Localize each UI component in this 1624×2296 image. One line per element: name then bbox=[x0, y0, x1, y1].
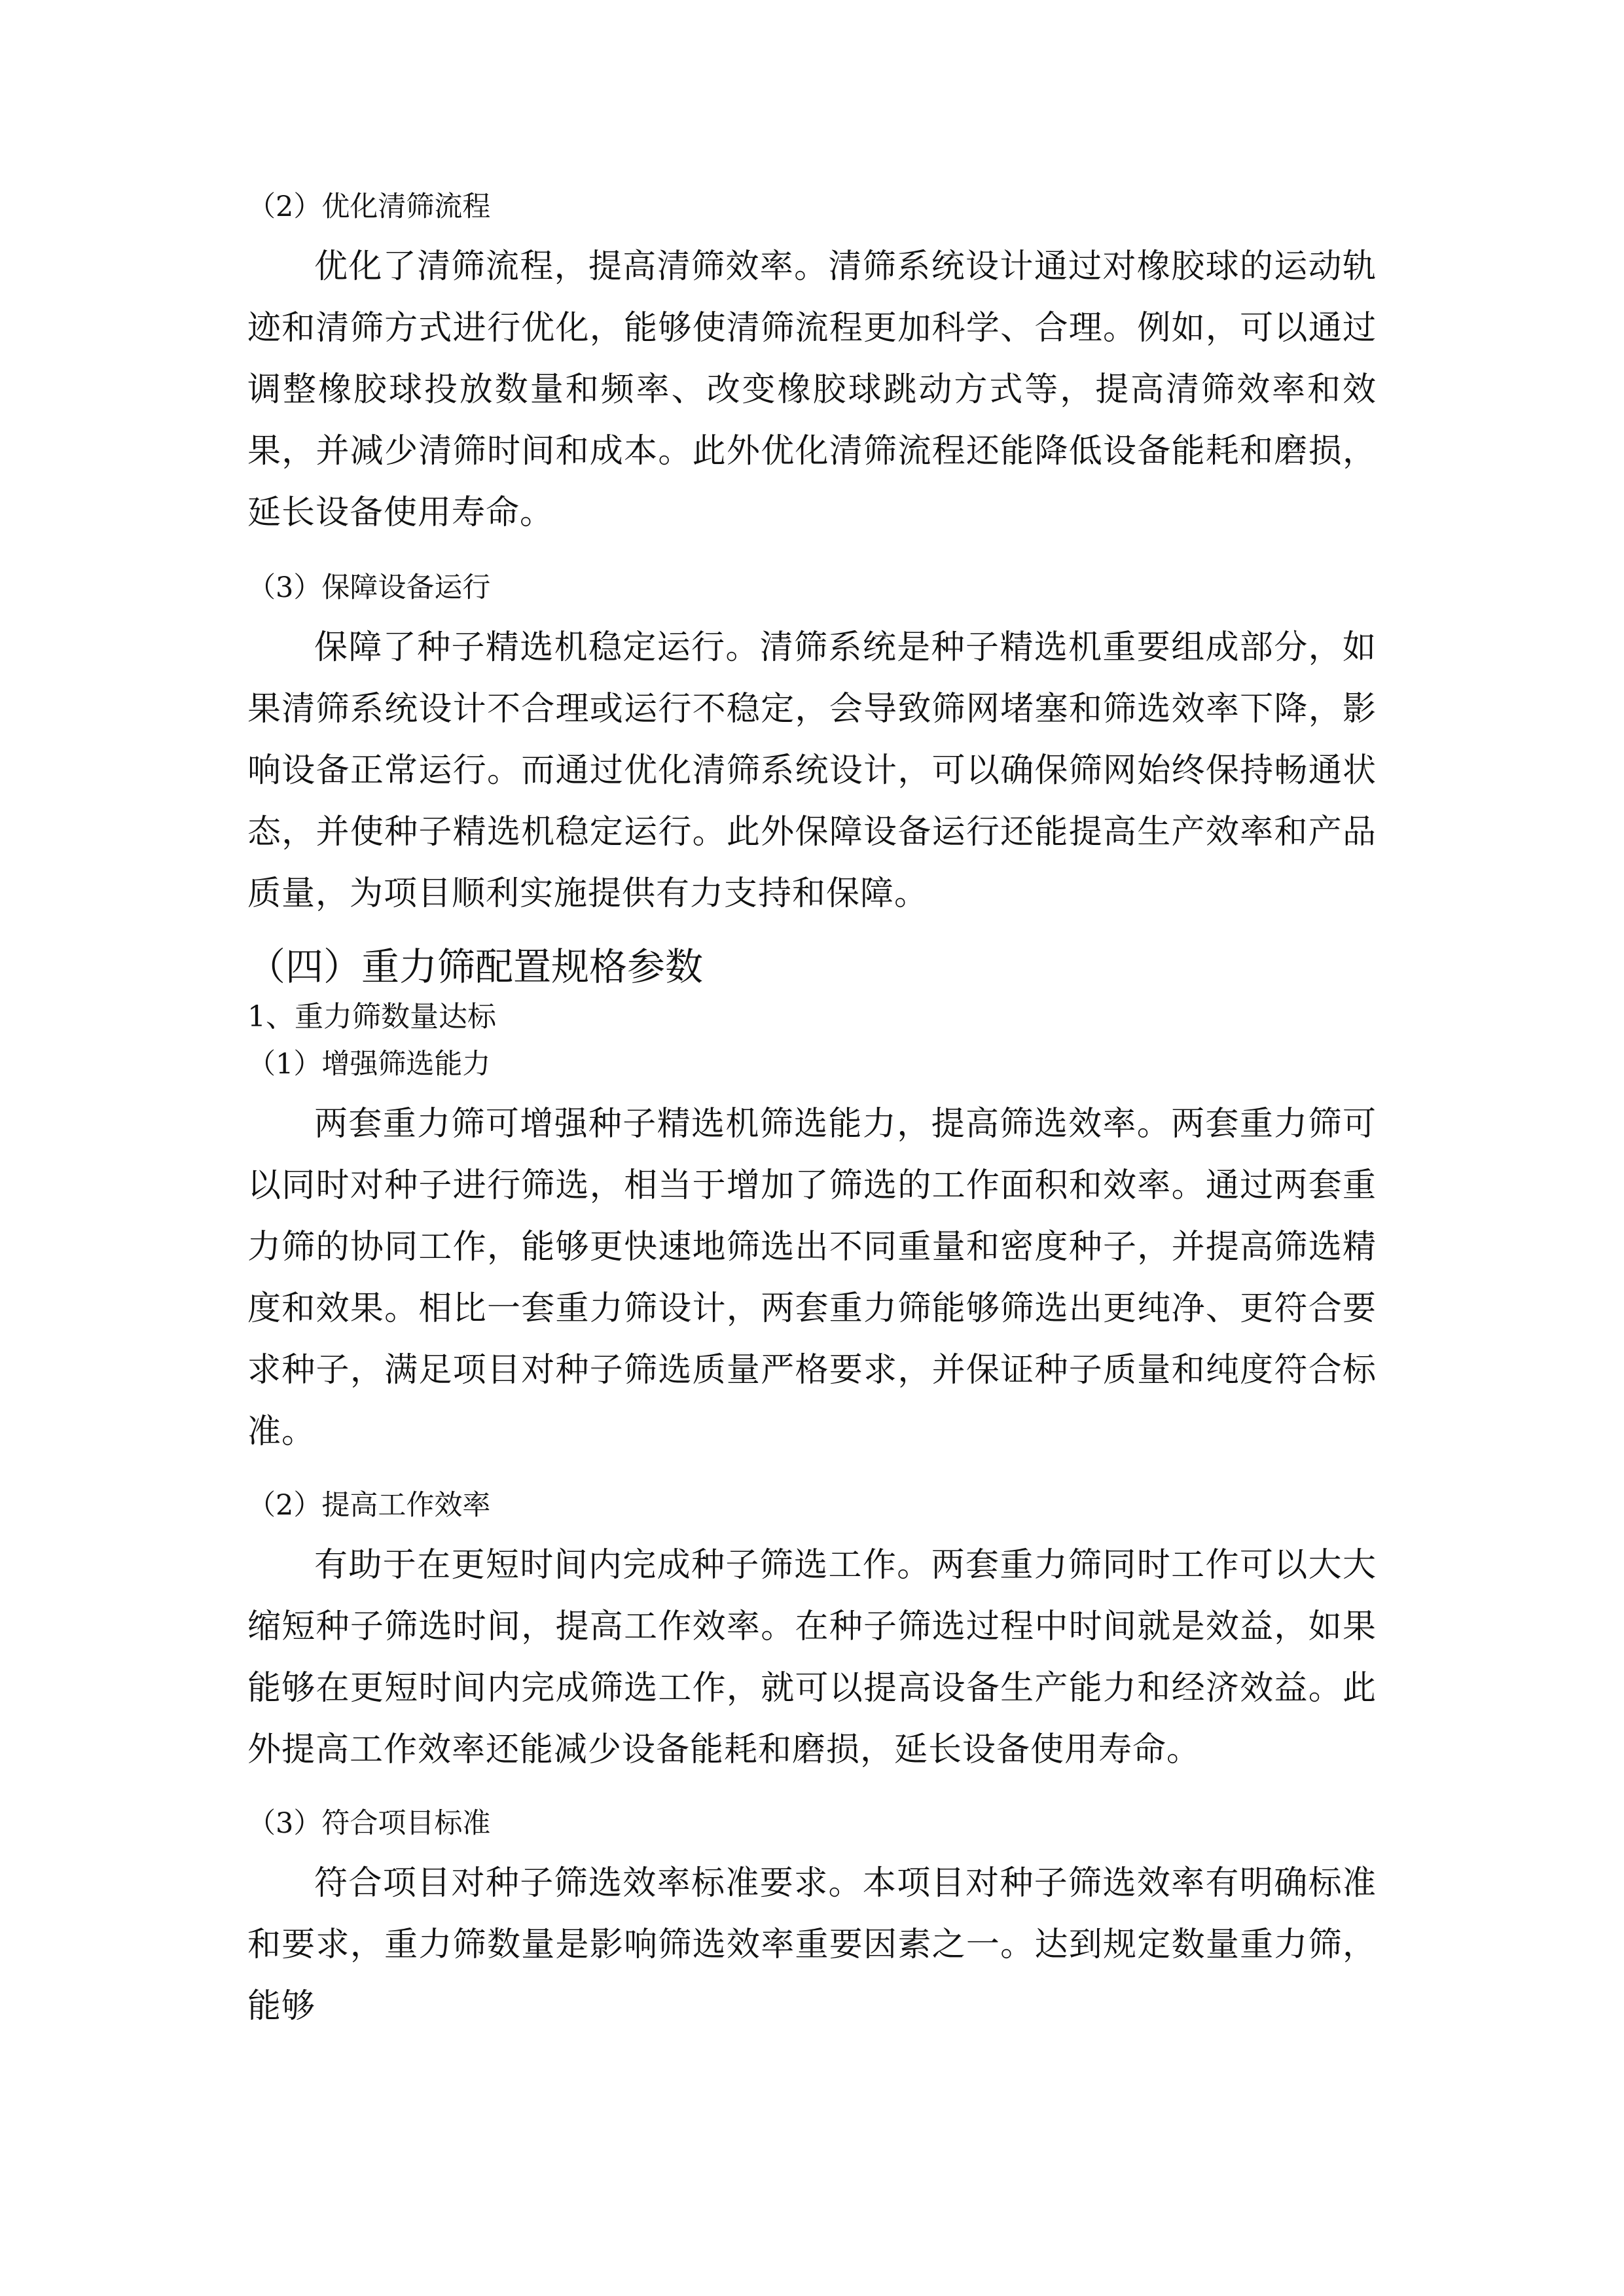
subheading-guarantee-operation: （3）保障设备运行 bbox=[247, 571, 491, 604]
paragraph-improve-efficiency: 有助于在更短时间内完成种子筛选工作。两套重力筛同时工作可以大大缩短种子筛选时间，提高工作效率。在种子筛选过程中时间就是效益，如果能够在更短时间内完成筛选工作，就可以提高设备生产能力和经济效益。此外提高工作效率还能减少设备能耗和磨损，延长设备使用寿命。 bbox=[247, 1546, 1377, 1769]
subheading-optimize-flow: （2）优化清筛流程 bbox=[247, 190, 491, 223]
section-title: （四）重力筛配置规格参数 bbox=[247, 944, 704, 989]
item-title: 1、重力筛数量达标 bbox=[247, 1000, 496, 1033]
document-page bbox=[247, 187, 1377, 2037]
paragraph-enhance-capacity: 两套重力筛可增强种子精选机筛选能力，提高筛选效率。两套重力筛可以同时对种子进行筛选，相当于增加了筛选的工作面积和效率。通过两套重力筛的协同工作，能够更快速地筛选出不同重量和密度种子，并提高筛选精度和效果。相比一套重力筛设计，两套重力筛能够筛选出更纯净、更符合要求种子，满足项目对种子筛选质量严格要求，并保证种子质量和纯度符合标准。 bbox=[247, 1105, 1377, 1451]
paragraph-optimize-flow: 优化了清筛流程，提高清筛效率。清筛系统设计通过对橡胶球的运动轨迹和清筛方式进行优化，能够使清筛流程更加科学、合理。例如，可以通过调整橡胶球投放数量和频率、改变橡胶球跳动方式等，提高清筛效率和效果，并减少清筛时间和成本。此外优化清筛流程还能降低设备能耗和磨损，延长设备使用寿命。 bbox=[247, 247, 1377, 532]
subheading-meet-standard: （3）符合项目标准 bbox=[247, 1807, 491, 1840]
subheading-enhance-capacity: （1）增强筛选能力 bbox=[247, 1048, 491, 1081]
subheading-improve-efficiency: （2）提高工作效率 bbox=[247, 1489, 491, 1522]
paragraph-guarantee-operation: 保障了种子精选机稳定运行。清筛系统是种子精选机重要组成部分，如果清筛系统设计不合理或运行不稳定，会导致筛网堵塞和筛选效率下降，影响设备正常运行。而通过优化清筛系统设计，可以确保筛网始终保持畅通状态，并使种子精选机稳定运行。此外保障设备运行还能提高生产效率和产品质量，为项目顺利实施提供有力支持和保障。 bbox=[247, 628, 1377, 913]
paragraph-meet-standard: 符合项目对种子筛选效率标准要求。本项目对种子筛选效率有明确标准和要求，重力筛数量是影响筛选效率重要因素之一。达到规定数量重力筛，能够 bbox=[247, 1864, 1377, 2026]
